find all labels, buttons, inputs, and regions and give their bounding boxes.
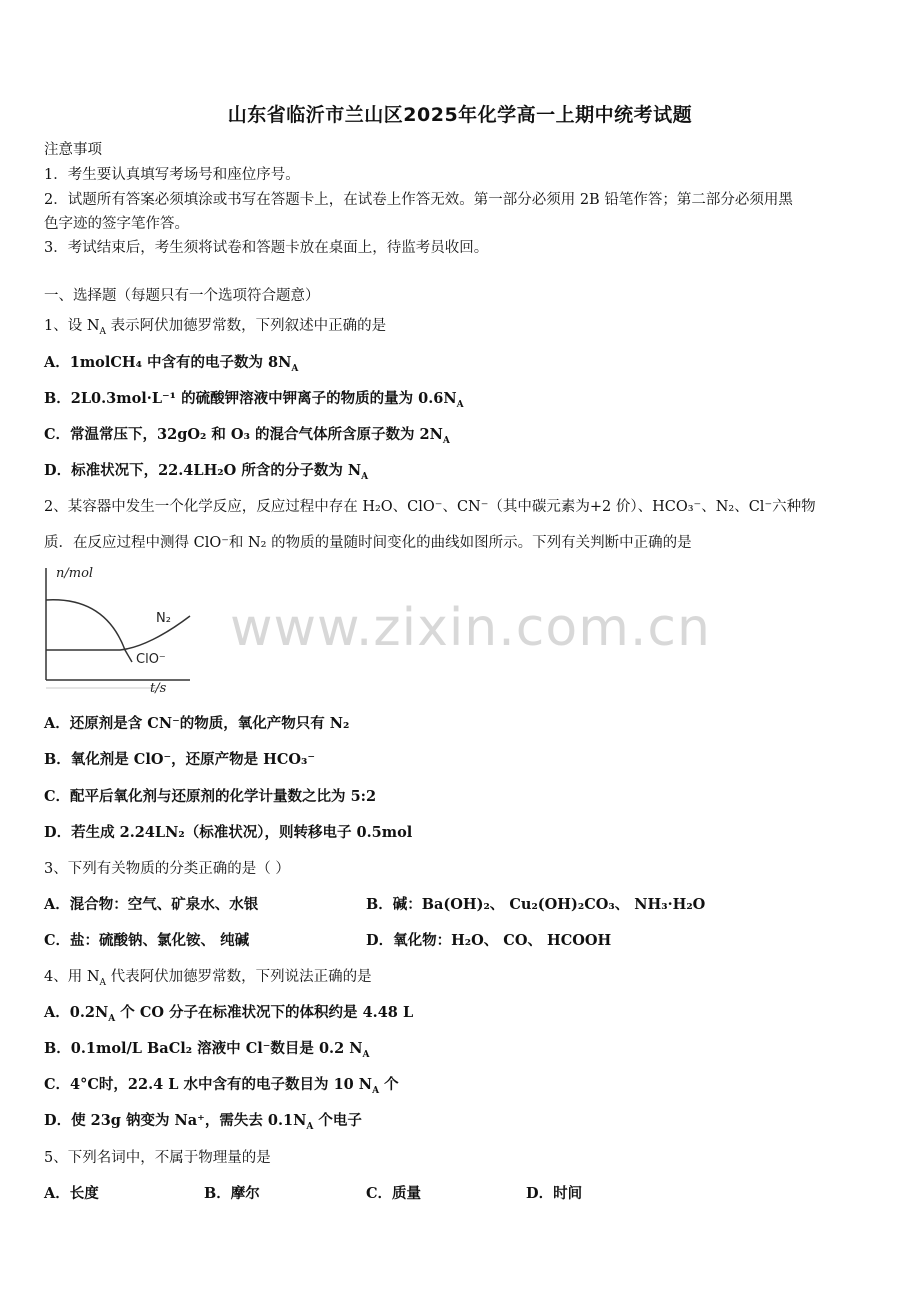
section-heading: 一、选择题（每题只有一个选项符合题意） [44, 288, 320, 304]
q2-option-c[interactable]: C．配平后氧化剂与还原剂的化学计量数之比为 5:2 [44, 788, 377, 805]
q5-option-a[interactable]: A．长度 [44, 1185, 99, 1202]
question-4-stem: 4、用 $N_A$ 代表阿伏加德罗常数，下列说法正确的是 [44, 969, 372, 988]
question-2-stem-line2: 质．在反应过程中测得 ClO⁻和 N₂ 的物质的量随时间变化的曲线如图所示。下列有关判断中正确的是 [44, 535, 692, 551]
notice-item: 3．考试结束后，考生须将试卷和答题卡放在桌面上，待监考员收回。 [44, 240, 489, 256]
q2-option-d[interactable]: D．若生成 2.24LN₂（标准状况），则转移电子 0.5mol [44, 824, 413, 841]
question-3-stem: 3、下列有关物质的分类正确的是（ ） [44, 861, 290, 877]
notice-item: 2．试题所有答案必须填涂或书写在答题卡上，在试卷上作答无效。第一部分必须用 2B 铅笔作答；第二部分必须用黑 [44, 192, 793, 208]
q5-option-c[interactable]: C．质量 [366, 1185, 422, 1202]
q3-option-a[interactable]: A．混合物：空气、矿泉水、水银 [44, 896, 259, 913]
q3-option-d[interactable]: D．氧化物：H₂O、 CO、 HCOOH [366, 932, 612, 949]
q4-option-c[interactable]: C．4°C时，22.4 L 水中含有的电子数目为 10 $N_A$ 个 [44, 1076, 399, 1096]
q3-option-c[interactable]: C．盐：硫酸钠、氯化铵、 纯碱 [44, 932, 250, 949]
q2-option-b[interactable]: B．氧化剂是 ClO⁻，还原产物是 HCO₃⁻ [44, 751, 316, 768]
q1-option-b[interactable]: B．2L0.3mol·L⁻¹ 的硫酸钾溶液中钾离子的物质的量为 $0.6N_A$ [44, 390, 464, 410]
clo-label: ClO⁻ [136, 652, 166, 667]
page-title: 山东省临沂市兰山区2025年化学高一上期中统考试题 [227, 104, 693, 126]
question-2-stem-line1: 2、某容器中发生一个化学反应，反应过程中存在 H₂O、ClO⁻、CN⁻（其中碳元素为+2 价）、HCO₃⁻、N₂、Cl⁻六种物 [44, 499, 816, 515]
q4-option-d[interactable]: D．使 23g 钠变为 Na⁺，需失去 $0.1N_A$ 个电子 [44, 1112, 362, 1132]
q1-option-d[interactable]: D．标准状况下，22.4LH₂O 所含的分子数为 $N_A$ [44, 462, 369, 482]
q1-option-c[interactable]: C．常温常压下，32gO₂ 和 O₃ 的混合气体所含原子数为 $2N_A$ [44, 426, 450, 446]
question-1-stem: 1、设 $N_A$ 表示阿伏加德罗常数，下列叙述中正确的是 [44, 318, 387, 337]
q5-option-b[interactable]: B．摩尔 [204, 1185, 260, 1202]
notice-item: 色字迹的签字笔作答。 [44, 216, 189, 232]
q1-option-a[interactable]: A．1molCH₄ 中含有的电子数为 $8N_A$ [44, 354, 299, 374]
n2-label: N₂ [156, 611, 171, 626]
n-vs-t-graph [40, 560, 200, 700]
y-axis-label: n/mol [56, 566, 94, 581]
watermark: www.zixin.com.cn [230, 598, 711, 658]
q4-option-b[interactable]: B．0.1mol/L BaCl₂ 溶液中 Cl⁻数目是 0.2 $N_A$ [44, 1040, 370, 1060]
notice-item: 1．考生要认真填写考场号和座位序号。 [44, 167, 300, 183]
notice-heading: 注意事项 [44, 142, 102, 158]
q5-option-d[interactable]: D．时间 [526, 1185, 583, 1202]
clo-curve [46, 600, 132, 662]
question-5-stem: 5、下列名词中，不属于物理量的是 [44, 1150, 271, 1166]
q3-option-b[interactable]: B．碱：Ba(OH)₂、 Cu₂(OH)₂CO₃、 NH₃·H₂O [366, 896, 706, 913]
q4-option-a[interactable]: A．$0.2N_A$ 个 CO 分子在标准状况下的体积约是 4.48 L [44, 1004, 414, 1024]
x-axis-label: t/s [150, 681, 167, 696]
q2-option-a[interactable]: A．还原剂是含 CN⁻的物质，氧化产物只有 N₂ [44, 715, 350, 732]
